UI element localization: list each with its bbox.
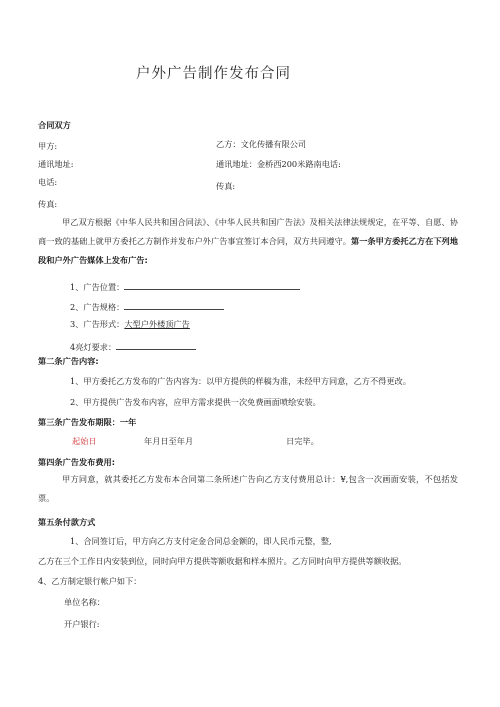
article1-item-form-value: 大型户外楼顶广告	[124, 319, 190, 329]
party-b-address: 通讯地址：金桥西200米路南电话:	[216, 159, 341, 169]
article1-item-size	[70, 300, 224, 313]
party-a-fax: 传真:	[38, 199, 58, 209]
article5-heading: 第五条付款方式	[38, 517, 96, 527]
party-a-address: 通讯地址:	[38, 159, 74, 169]
size-blank-line	[124, 300, 224, 310]
article1-heading: 第一条甲方委托乙方在下列地段和户外广告媒体上发布广告:	[38, 236, 458, 265]
intro-text: 甲乙双方根据《中华人民共和国合同法》、《中华人民共和国广告法》及相关法律法规规定，在平等、自愿、协商一致的基础上就甲方委托乙方制作并发布户外广告事宜签订本合同，双方共同遵守。	[38, 217, 458, 246]
article3-heading: 第三条广告发布期限：一年	[38, 417, 137, 427]
lighting-blank-line	[116, 340, 196, 350]
article1-item-form	[70, 320, 190, 330]
article3-start-label: 起始日	[72, 436, 97, 446]
article5-item4: 4、乙方制定银行帐户如下：	[38, 576, 142, 586]
article4-text: 甲方同意，就其委托乙方发布本合同第二条所述广告向乙方支付费用总计：¥,包含一次画面安装，不包括发票。	[38, 474, 458, 503]
intro-paragraph	[38, 213, 458, 270]
article5-bank: 开户银行:	[64, 619, 100, 629]
article4-heading: 第四条广告发布费用:	[38, 457, 115, 467]
article1-item-location	[70, 280, 300, 293]
contract-title: 户外广告制作发布合同	[136, 66, 291, 82]
article5-item1: 1、合同签订后，甲方向乙方支付定金合同总金额的，即人民币元整，整,	[70, 536, 332, 546]
article2-item2: 2、甲方提供广告发布内容，应甲方需求提供一次免费画面喷绘安装。	[70, 397, 321, 407]
article5-item1-continued: 乙方在三个工作日内安装到位，同时向甲方提供等额收据和样本照片。乙方同时向甲方提供等额收据。	[38, 556, 407, 566]
article1-item-lighting	[70, 340, 196, 353]
article2-heading: 第二条广告内容:	[38, 356, 99, 366]
article5-unit-name: 单位名称：	[64, 597, 105, 607]
article1-item-size-label: 2、广告规格：	[70, 302, 125, 312]
article3-end: 日完毕。	[286, 436, 319, 446]
section-heading-parties: 合同双方	[38, 120, 71, 130]
party-a-label: 甲方:	[38, 141, 58, 151]
article1-item-location-label: 1、广告位置：	[70, 282, 125, 292]
party-b-fax: 传真:	[216, 181, 236, 191]
party-b-name: 乙方：文化传播有限公司	[216, 139, 307, 149]
article2-item1: 1、甲方委托乙方发布的广告内容为：以甲方提供的样稿为准，未经甲方同意，乙方不得更改。	[70, 376, 411, 386]
party-a-phone: 电话:	[38, 177, 58, 187]
article1-item-form-label: 3、广告形式：	[70, 319, 125, 329]
location-blank-line	[124, 280, 300, 290]
article3-period: 年月日至年月	[144, 436, 194, 446]
article1-item-lighting-label: 4亮灯要求：	[70, 342, 117, 352]
